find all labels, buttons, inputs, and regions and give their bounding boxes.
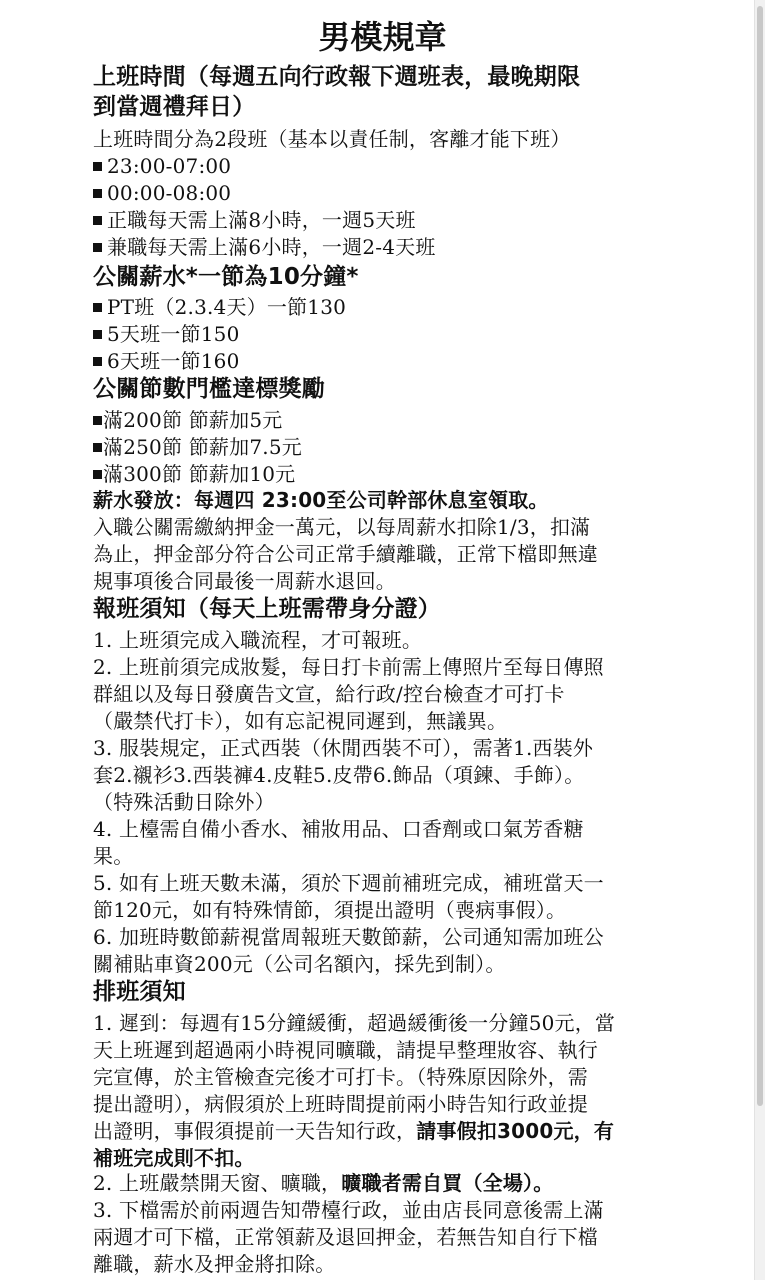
list-item: 00:00-08:00: [93, 180, 231, 207]
bullet-square-icon: [93, 330, 102, 339]
list-item: 6天班一節160: [93, 348, 240, 375]
section-heading-payday: 薪水發放：每週四 23:00至公司幹部休息室領取。: [93, 488, 549, 512]
bullet-square-icon: [93, 216, 102, 225]
section-heading-bonus: 公關節數門檻達標獎勵: [93, 376, 325, 402]
list-item: 正職每天需上滿8小時，一週5天班: [93, 207, 416, 234]
bullet-square-icon: [93, 303, 102, 312]
paragraph-line: 1. 遲到：每週有15分鐘緩衝，超過緩衝後一分鐘50元，當: [93, 1011, 616, 1035]
paragraph-line: 2. 上班嚴禁開天窗、曠職，曠職者需自買（全場）。: [93, 1171, 554, 1195]
paragraph-line: 果。: [93, 844, 134, 868]
bullet-square-icon: [93, 443, 102, 452]
paragraph-line: 4. 上檯需自備小香水、補妝用品、口香劑或口氣芳香糖: [93, 817, 584, 841]
list-item: 滿250節 節薪加7.5元: [93, 434, 302, 461]
paragraph-line: （特殊活動日除外）: [93, 790, 275, 814]
list-item: 5天班一節150: [93, 321, 240, 348]
bullet-square-icon: [93, 189, 102, 198]
section-heading-shift-1: 上班時間（每週五向行政報下週班表，最晚期限: [93, 64, 581, 90]
bullet-square-icon: [93, 162, 102, 171]
list-item: 23:00-07:00: [93, 153, 231, 180]
paragraph-line: 3. 下檔需於前兩週告知帶檯行政，並由店長同意後需上滿: [93, 1198, 604, 1222]
scrollbar-thumb[interactable]: [757, 6, 763, 1106]
bullet-square-icon: [93, 416, 102, 425]
section-heading-pay: 公關薪水*一節為10分鐘*: [93, 264, 359, 290]
paragraph-line: 規事項後合同最後一周薪水退回。: [93, 569, 396, 593]
list-item: 滿200節 節薪加5元: [93, 407, 282, 434]
paragraph-line: 2. 上班前須完成妝髮，每日打卡前需上傳照片至每日傳照: [93, 655, 604, 679]
bullet-square-icon: [93, 470, 102, 479]
paragraph-line: 關補貼車資200元（公司名額內，採先到制）。: [93, 952, 506, 976]
paragraph-line: 6. 加班時數節薪視當周報班天數節薪，公司通知需加班公: [93, 925, 604, 949]
paragraph-line: 出證明，事假須提前一天告知行政，請事假扣3000元，有: [93, 1119, 615, 1143]
paragraph-line: 節120元，如有特殊情節，須提出證明（喪病事假）。: [93, 898, 567, 922]
bullet-square-icon: [93, 243, 102, 252]
paragraph-line: 提出證明），病假須於上班時間提前兩小時告知行政並提: [93, 1092, 588, 1116]
bullet-square-icon: [93, 357, 102, 366]
paragraph-line: 套2.襯衫3.西裝褲4.皮鞋5.皮帶6.飾品（項鍊、手飾）。: [93, 763, 585, 787]
paragraph-line: 3. 服裝規定，正式西裝（休閒西裝不可），需著1.西裝外: [93, 736, 594, 760]
paragraph-line: 離職，薪水及押金將扣除。: [93, 1252, 336, 1276]
emphasis-text: 補班完成則不扣。: [93, 1146, 255, 1170]
paragraph-line: 為止，押金部分符合公司正常手續離職，正常下檔即無違: [93, 542, 598, 566]
paragraph-line: 完宣傳，於主管檢查完後才可打卡。（特殊原因除外，需: [93, 1065, 588, 1089]
paragraph-line: 天上班遲到超過兩小時視同曠職，請提早整理妝容、執行: [93, 1038, 598, 1062]
list-item: 滿300節 節薪加10元: [93, 461, 295, 488]
emphasis-text: 請事假扣3000元，有: [416, 1119, 615, 1143]
paragraph-line: 入職公關需繳納押金一萬元，以每周薪水扣除1/3，扣滿: [93, 515, 591, 539]
paragraph-line: 群組以及每日發廣告文宣，給行政/控台檢查才可打卡: [93, 682, 565, 706]
list-item: PT班（2.3.4天）一節130: [93, 294, 346, 321]
page-title: 男模規章: [318, 18, 447, 56]
section-heading-shift-2: 到當週禮拜日）: [93, 94, 256, 120]
paragraph-line: （嚴禁代打卡），如有忘記視同遲到，無議異。: [93, 709, 508, 733]
emphasis-text: 曠職者需自買（全場）。: [341, 1171, 554, 1195]
section-heading-schedule: 排班須知: [93, 979, 186, 1005]
shift-intro: 上班時間分為2段班（基本以責任制，客離才能下班）: [93, 127, 571, 151]
scrollbar-track[interactable]: [754, 0, 765, 1280]
paragraph-line: 兩週才可下檔，正常領薪及退回押金，若無告知自行下檔: [93, 1225, 598, 1249]
paragraph-line: 1. 上班須完成入職流程，才可報班。: [93, 628, 423, 652]
section-heading-report: 報班須知（每天上班需帶身分證）: [93, 596, 441, 622]
paragraph-line: 5. 如有上班天數未滿，須於下週前補班完成，補班當天一: [93, 871, 604, 895]
list-item: 兼職每天需上滿6小時，一週2-4天班: [93, 234, 436, 261]
